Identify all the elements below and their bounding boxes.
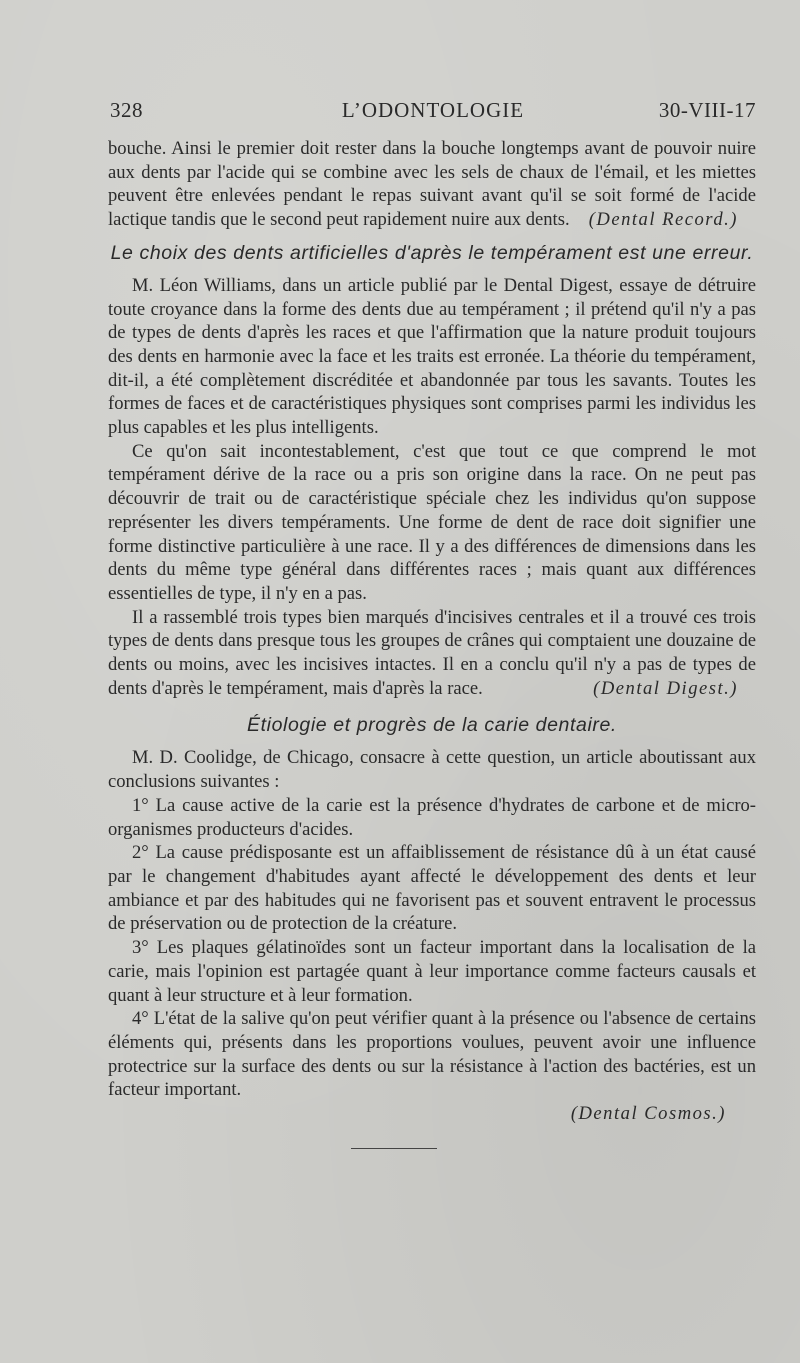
section-title: Étiologie et progrès de la carie dentaire. bbox=[247, 714, 617, 737]
running-title: L’ODONTOLOGIE bbox=[341, 98, 525, 122]
paragraph-text: Il a rassemblé trois types bien marqués d'incisives centrales et il a trouvé ces trois types de dents dans presque tous les groupes de crânes qui comptaient une douzaine de dents ou moins, avec les incisives intactes. Il en a conclu qu'il n'y a pas de types de dents d'après le tempérament, mais d'après la race. bbox=[108, 606, 756, 699]
page-number: 328 bbox=[110, 98, 143, 122]
paragraph: M. Léon Williams, dans un article publié par le Dental Digest, essaye de détruire toute croyance dans la forme des dents due au tempérament ; il prétend qu'il n'y a pas de types de dents d'après les races et que l'affirmation que la nature produit toujours des dents en harmonie avec la face et les traits est erronée. La théorie du tempérament, dit-il, a été complètement discréditée et abandonnée par tous les savants. Toutes les formes de faces et de caractéristiques physiques sont comprises parmi les individus les plus capables et les plus intelligents. bbox=[108, 274, 756, 439]
source-citation: (Dental Record.) bbox=[588, 209, 738, 231]
article-body bbox=[108, 137, 756, 1149]
paragraph bbox=[108, 606, 756, 701]
continued-paragraph-text: bouche. Ainsi le premier doit rester dans la bouche longtemps avant de pouvoir nuire aux dents par l'acide qui se combine avec les sels de chaux de l'émail, et les miettes peuvent être enlevées pendant le repas suivant avant qu'il se soit formé de l'acide lactique tandis que le second peut rapidement nuire aux dents. bbox=[108, 138, 756, 231]
issue-date: 30-VIII-17 bbox=[658, 98, 756, 122]
continued-paragraph bbox=[108, 137, 756, 232]
section-title: Le choix des dents artificielles d'après le tempérament est une erreur. bbox=[110, 241, 754, 264]
list-item: 4° L'état de la salive qu'on peut vérifier quant à la présence ou l'absence de certains éléments qui, présents dans les proportions voulues, peuvent avoir une influence protectrice sur la surface des dents ou sur la résistance à l'action des bactéries, est un facteur important. bbox=[108, 1008, 756, 1101]
list-item: 1° La cause active de la carie est la présence d'hydrates de carbone et de micro-organismes producteurs d'acides. bbox=[108, 794, 756, 840]
paragraph: Ce qu'on sait incontestablement, c'est que tout ce que comprend le mot tempérament dérive de la race ou a pris son origine dans la race. On ne peut pas découvrir de trait ou de caractéristique spéciale chez les individus qu'on suppose représenter les divers tempéraments. Une forme de dent de race doit signifier une forme distinctive particulière à une race. Il y a des différences de dimensions dans les dents du même type général dans différentes races ; mais quant aux différences essentielles de type, il n'y en a pas. bbox=[108, 440, 756, 604]
paragraph: M. D. Coolidge, de Chicago, consacre à cette question, un article aboutissant aux conclusions suivantes : bbox=[108, 747, 756, 793]
source-citation: (Dental Cosmos.) bbox=[570, 1103, 726, 1125]
running-header bbox=[110, 98, 756, 128]
source-citation: (Dental Digest.) bbox=[593, 677, 738, 699]
list-item: 3° Les plaques gélatinoïdes sont un facteur important dans la localisation de la carie, mais l'opinion est partagée quant à leur importance comme facteurs causals et quant à leur structure et à leur formation. bbox=[108, 937, 756, 1006]
list-item: 2° La cause prédisposante est un affaiblissement de résistance dû à un état causé par le changement d'habitudes ayant affecté le développement des dents et leur ambiance et par des habitudes qui ne favorisent pas et souvent entravent le processus de préservation ou de protection de la créature. bbox=[108, 842, 756, 935]
closing-rule bbox=[351, 1148, 437, 1149]
